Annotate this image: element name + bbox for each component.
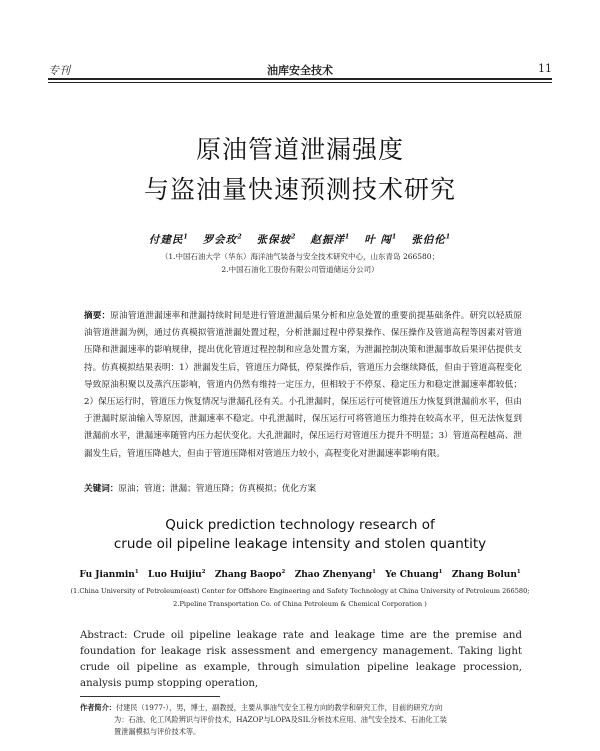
english-title-line-1: Quick prediction technology research of <box>165 517 435 533</box>
author: 张伯伦$^1$ <box>411 233 452 246</box>
running-header <box>48 60 552 78</box>
paper-title-line-1: 原油管道泄漏强度 <box>195 135 404 164</box>
author: 付建民$^1$ <box>148 233 189 246</box>
author-en: Zhang Baopo$^2$ <box>214 569 286 580</box>
abstract-label: 摘要： <box>84 311 111 321</box>
abstract-chinese <box>84 308 522 463</box>
keywords-label: 关键词： <box>84 484 119 494</box>
english-title-line-2: crude oil pipeline leakage intensity and stolen quantity <box>113 536 487 552</box>
footnote-line-1: 付建民（1977-），男，博士，副教授，主要从事油气安全工程方向的教学和研究工作，目前的研究方向 <box>115 703 443 712</box>
header-journal-title: 油库安全技术 <box>267 64 333 77</box>
english-affiliation-1: (1.China University of Petroleum(east) Center for Offshore Engineering and Safety Technology at China University of Petroleum 266580; <box>70 587 530 595</box>
paper-title-line-2: 与盗油量快速预测技术研究 <box>143 175 456 204</box>
author-footnote <box>80 702 530 738</box>
keywords-chinese <box>84 482 522 496</box>
abstract-en-label: Abstract: <box>80 630 128 641</box>
abstract-english <box>80 628 522 692</box>
footnote-line-3: 置泄漏模拟与评价技术等。 <box>114 727 201 736</box>
page-number: 11 <box>538 62 552 75</box>
author-en: Ye Chuang$^1$ <box>385 569 443 580</box>
english-author-list <box>0 569 600 580</box>
affiliation-1: （1.中国石油大学（华东）海洋油气装备与安全技术研究中心，山东青岛 266580； <box>160 252 440 261</box>
author-list <box>0 232 600 247</box>
author: 赵振洋$^1$ <box>310 233 351 246</box>
footnote-rule <box>80 696 220 697</box>
author: 罗会玫$^2$ <box>202 233 243 246</box>
header-section-label: 专刊 <box>48 64 70 77</box>
author-en: Luo Huijiu$^2$ <box>147 569 206 580</box>
header-rule-thick <box>48 78 552 80</box>
author-en: Zhao Zhenyang$^1$ <box>294 569 376 580</box>
author-en: Fu Jianmin$^1$ <box>79 569 139 580</box>
author: 叶 闯$^1$ <box>364 233 398 246</box>
affiliation-2: 2.中国石油化工股份有限公司管道储运分公司） <box>221 265 379 274</box>
english-affiliation-2: 2.Pipeline Transportation Co. of China Petroleum & Chemical Corporation ) <box>173 600 427 608</box>
footnote-line-2: 为：石油、化工风险辨识与评价技术，HAZOP与LOPA及SIL分析技术应用、油气安全技术、石油化工装 <box>114 715 447 724</box>
abstract-text: 原油管道泄漏速率和泄漏持续时间是进行管道泄漏后果分析和应急处置的重要前提基础条件。研究以轻质原油管道泄漏为例，通过仿真模拟管道泄漏处置过程，分析泄漏过程中停泵操作、保压操作及管道高程等因素对管道压降和泄漏速率的影响规律，提出优化管道过程控制和应急处置方案，为泄漏控制决策和泄漏事故后果评估提供支持。仿真模拟结果表明：1）泄漏发生后，管道压力降低，停泵操作后，管道压力会继续降低，但由于管道高程变化导致原油积聚以及蒸汽压影响，管道内仍然有维持一定压力，但相较于不停泵、稳定压力和稳定泄漏速率都较低；2）保压运行时，管道压力恢复情况与泄漏孔径有关。小孔泄漏时，保压运行可使管道压力恢复到泄漏前水平，但由于泄漏时原油输入等原因，泄漏速率不稳定。中孔泄漏时，保压运行可将管道压力维持在较高水平，但无法恢复到泄漏前水平，泄漏速率随管内压力起伏变化。大孔泄漏时，保压运行对管道压力提升不明显；3）管道高程越高、泄漏发生后，管道压降越大，但由于管道压降相对管道压力较小，高程变化对泄漏速率影响有限。 <box>84 311 522 459</box>
author: 张保坡$^2$ <box>256 233 297 246</box>
keywords-text: 原油；管道；泄漏；管道压降；仿真模拟；优化方案 <box>118 484 317 494</box>
header-rule-thin <box>48 82 552 83</box>
footnote-label: 作者简介： <box>80 703 116 712</box>
abstract-en-text: Crude oil pipeline leakage rate and leakage time are the premise and foundation for leakage risk assessment and emergency management. Taking light crude oil pipeline as example, through simulation pipeline leakage procession, analysis pump stopping operation, <box>80 630 522 689</box>
author-en: Zhang Bolun$^1$ <box>451 569 521 580</box>
